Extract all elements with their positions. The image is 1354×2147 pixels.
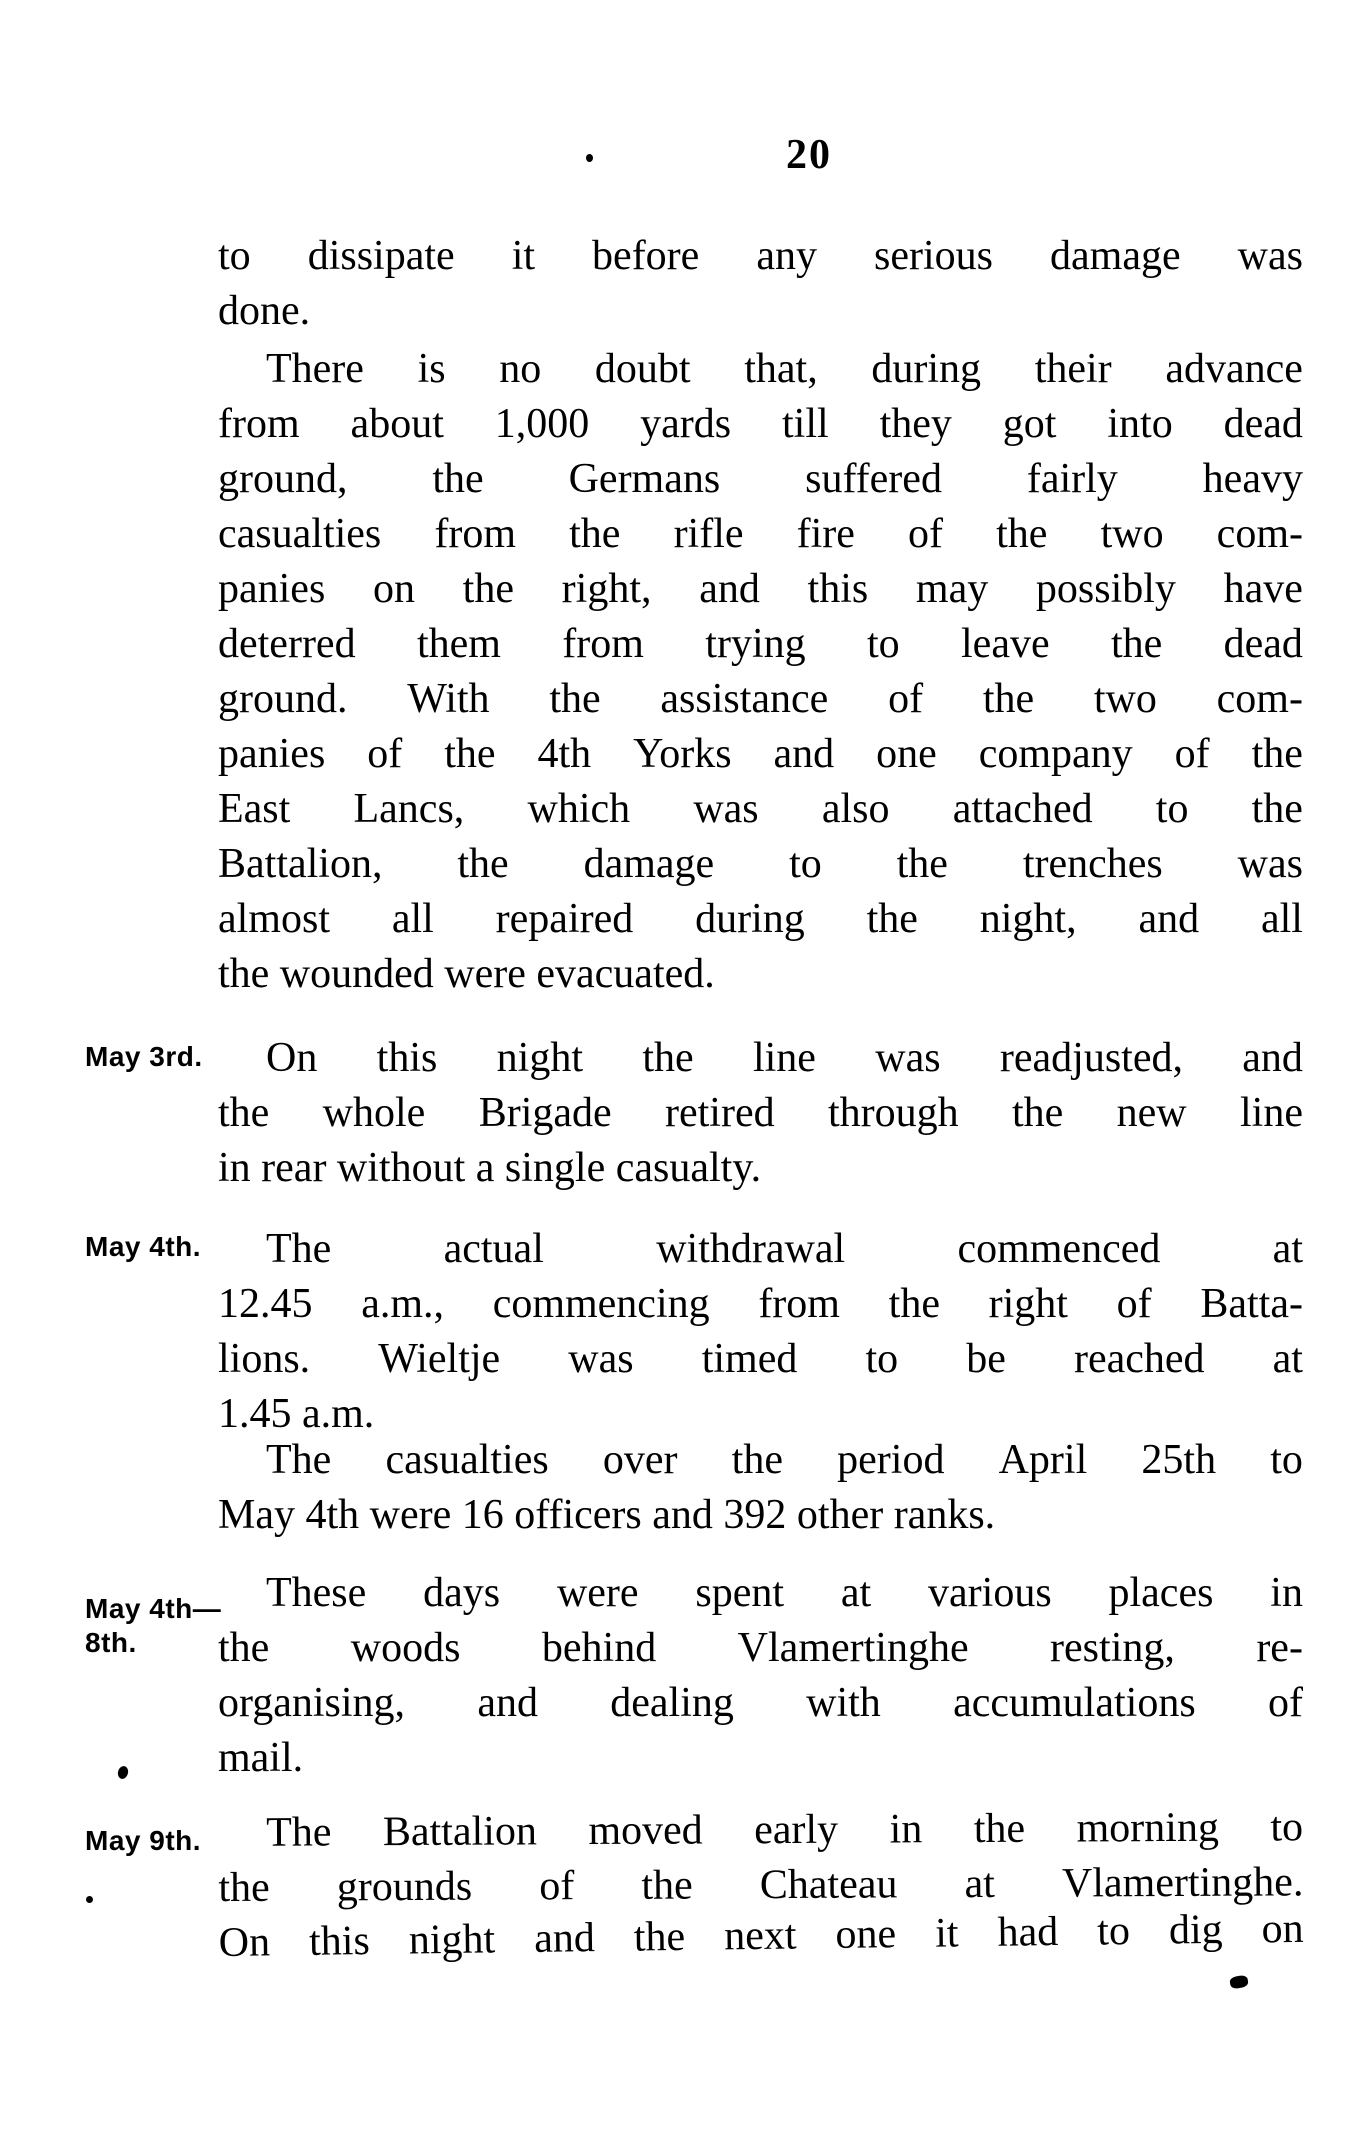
word: and — [1138, 896, 1200, 942]
word: is — [417, 346, 446, 392]
body-text-column — [218, 0, 1303, 2147]
word: them — [416, 621, 501, 667]
text-line — [218, 507, 1303, 562]
word: Vlamertinghe — [737, 1625, 969, 1671]
word: doubt — [594, 346, 691, 392]
paragraph-0 — [218, 229, 1303, 339]
word: they — [879, 401, 952, 447]
word: dissipate — [307, 233, 455, 279]
word: 4th — [537, 731, 592, 777]
word: one — [835, 1911, 897, 1958]
text-line — [218, 229, 1303, 284]
word: Lancs, — [353, 786, 465, 832]
word: two — [1100, 511, 1164, 557]
word: the — [218, 1625, 270, 1671]
word: the — [731, 1437, 783, 1483]
word: during — [871, 346, 982, 392]
word: their — [1034, 346, 1112, 392]
word: 1,000 — [494, 401, 590, 447]
word: of — [367, 731, 403, 777]
word: heavy — [1202, 456, 1303, 502]
word: the — [218, 1090, 270, 1136]
word: at — [840, 1570, 872, 1616]
word: early — [754, 1806, 839, 1854]
word: withdrawal — [656, 1226, 846, 1272]
word: com- — [1216, 511, 1303, 557]
word: Battalion, — [218, 841, 383, 887]
word: the — [633, 1913, 686, 1961]
text-line — [218, 1566, 1303, 1621]
word: the — [896, 841, 948, 887]
word: lions. — [218, 1336, 311, 1382]
word: no — [499, 346, 542, 392]
word: in — [889, 1806, 923, 1853]
word: that, — [744, 346, 818, 392]
paragraph-2 — [218, 1031, 1303, 1196]
word: woods — [350, 1625, 461, 1671]
word: reached — [1073, 1336, 1205, 1382]
word: two — [1093, 676, 1157, 722]
text-line — [218, 1621, 1303, 1676]
paragraph-5 — [218, 1566, 1303, 1786]
text-line — [218, 1086, 1303, 1141]
word: Chateau — [759, 1861, 898, 1909]
word: and — [1242, 1035, 1303, 1081]
margin-note-1 — [85, 1230, 201, 1264]
word: with — [806, 1680, 881, 1726]
word: readjusted, — [999, 1035, 1183, 1081]
word: during — [695, 896, 805, 942]
word: one — [876, 731, 937, 777]
word: till — [782, 401, 829, 447]
word: Brigade — [478, 1090, 612, 1136]
word: to — [789, 841, 822, 887]
word: serious — [874, 233, 993, 279]
word: dig — [1168, 1906, 1223, 1954]
word: and — [477, 1680, 538, 1726]
word: was — [875, 1035, 941, 1081]
word: East — [218, 786, 291, 832]
word: into — [1107, 401, 1173, 447]
word: attached — [952, 786, 1093, 832]
text-line — [218, 727, 1303, 782]
word: dealing — [610, 1680, 734, 1726]
word: grounds — [336, 1863, 473, 1911]
word: advance — [1165, 346, 1303, 392]
word: panies — [218, 731, 326, 777]
word: Germans — [568, 456, 721, 502]
word: ground, — [218, 456, 348, 502]
paragraph-3 — [218, 1222, 1303, 1442]
word: fire — [796, 511, 855, 557]
word: night — [408, 1916, 496, 1964]
word: There — [266, 346, 364, 392]
word: night, — [979, 896, 1077, 942]
word: any — [756, 233, 817, 279]
word: was — [1237, 841, 1303, 887]
text-line — [218, 1676, 1303, 1731]
word: resting, — [1050, 1625, 1175, 1671]
text-line — [218, 562, 1303, 617]
text-line: 1.45 a.m. — [218, 1391, 375, 1437]
word: and — [699, 566, 760, 612]
word: deterred — [218, 621, 356, 667]
word: through — [827, 1090, 959, 1136]
word: over — [602, 1437, 678, 1483]
word: from — [758, 1281, 840, 1327]
word: line — [1239, 1090, 1303, 1136]
word: and — [773, 731, 835, 777]
margin-note-line: May 3rd. — [85, 1041, 203, 1072]
word: was — [568, 1336, 634, 1382]
margin-note-line: May 4th. — [85, 1231, 202, 1262]
word: the — [982, 676, 1035, 722]
text-line — [218, 782, 1303, 837]
margin-note-line: May 4th— — [85, 1593, 222, 1624]
word: These — [266, 1570, 367, 1616]
word: to — [1096, 1908, 1131, 1955]
word: company — [978, 731, 1133, 777]
word: this — [308, 1918, 371, 1965]
word: re- — [1256, 1625, 1303, 1671]
word: accumulations — [953, 1680, 1196, 1726]
text-line — [218, 1277, 1303, 1332]
word: spent — [695, 1570, 785, 1616]
word: panies — [218, 566, 326, 612]
word: assistance — [660, 676, 829, 722]
word: on — [1261, 1905, 1304, 1953]
word: dead — [1223, 621, 1303, 667]
word: the — [1251, 731, 1303, 777]
word: leave — [961, 621, 1050, 667]
word: Batta- — [1200, 1281, 1303, 1327]
word: at — [1272, 1336, 1303, 1382]
word: to — [866, 621, 900, 667]
text-line: mail. — [218, 1735, 304, 1781]
word: dead — [1223, 401, 1303, 447]
margin-note-line: 8th. — [85, 1627, 137, 1658]
word: the — [1011, 1090, 1064, 1136]
word: in — [1270, 1570, 1303, 1616]
word: On — [218, 1919, 271, 1966]
margin-note-line: May 9th. — [85, 1825, 202, 1856]
text-line — [218, 1800, 1303, 1861]
word: casualties — [385, 1437, 549, 1483]
word: trying — [705, 621, 806, 667]
paragraph-4 — [218, 1433, 1303, 1543]
word: all — [391, 896, 434, 942]
word: April — [998, 1437, 1088, 1483]
word: this — [807, 566, 869, 612]
margin-note-0 — [85, 1040, 203, 1074]
word: period — [837, 1437, 945, 1483]
word: a.m., — [361, 1281, 444, 1327]
word: have — [1223, 566, 1303, 612]
word: which — [527, 786, 631, 832]
word: the — [462, 566, 514, 612]
word: to — [218, 233, 251, 279]
text-line — [218, 672, 1303, 727]
text-line: done. — [218, 288, 311, 334]
text-line — [218, 342, 1303, 397]
word: about — [350, 401, 444, 447]
word: morning — [1076, 1804, 1220, 1852]
word: was — [693, 786, 759, 832]
word: the — [641, 1862, 693, 1909]
word: from — [434, 511, 517, 557]
word: places — [1108, 1570, 1214, 1616]
word: the — [973, 1805, 1026, 1853]
text-line — [218, 617, 1303, 672]
word: of — [1174, 731, 1210, 777]
word: right, — [561, 566, 652, 612]
word: com- — [1216, 676, 1303, 722]
word: to — [1155, 786, 1189, 832]
word: may — [915, 566, 989, 612]
word: to — [1270, 1437, 1303, 1483]
word: organising, — [218, 1680, 406, 1726]
word: Yorks — [633, 731, 732, 777]
word: were — [556, 1570, 639, 1616]
word: With — [407, 676, 490, 722]
text-line: in rear without a single casualty. — [218, 1145, 762, 1191]
word: the — [866, 896, 918, 942]
word: the — [1251, 786, 1303, 832]
word: almost — [218, 896, 330, 942]
text-line — [218, 452, 1303, 507]
word: of — [539, 1863, 575, 1910]
word: from — [218, 401, 300, 447]
word: the — [457, 841, 509, 887]
word: commencing — [492, 1281, 710, 1327]
word: damage — [1050, 233, 1181, 279]
word: 12.45 — [218, 1281, 313, 1327]
text-line: May 4th were 16 officers and 392 other ranks. — [218, 1492, 996, 1538]
word: it — [511, 233, 536, 279]
word: this — [376, 1035, 438, 1081]
word: right — [988, 1281, 1068, 1327]
word: to — [1270, 1804, 1304, 1851]
margin-note-2 — [85, 1592, 221, 1660]
text-line — [218, 892, 1303, 947]
word: On — [266, 1035, 318, 1081]
word: ground. — [218, 676, 348, 722]
word: days — [423, 1570, 501, 1616]
paragraph-1 — [218, 342, 1303, 1002]
word: behind — [541, 1625, 657, 1671]
word: was — [1237, 233, 1303, 279]
text-line — [218, 1433, 1303, 1488]
word: of — [888, 676, 924, 722]
word: the — [642, 1035, 694, 1081]
word: of — [908, 511, 944, 557]
paragraph-6 — [218, 1800, 1304, 1971]
word: to — [865, 1336, 899, 1382]
text-line — [218, 1222, 1303, 1277]
word: the — [218, 1864, 270, 1911]
word: on — [372, 566, 415, 612]
word: at — [964, 1860, 995, 1908]
ink-speck-0 — [586, 154, 593, 162]
word: The — [266, 1437, 332, 1483]
word: suffered — [805, 456, 942, 502]
word: actual — [443, 1226, 544, 1272]
page-number: 20 — [786, 132, 832, 178]
ink-speck-2 — [86, 1896, 93, 1903]
text-line: the wounded were evacuated. — [218, 951, 715, 997]
word: trenches — [1022, 841, 1163, 887]
word: line — [752, 1035, 816, 1081]
word: next — [723, 1912, 797, 1960]
text-line — [218, 1031, 1303, 1086]
word: the — [444, 731, 496, 777]
word: retired — [665, 1090, 775, 1136]
word: whole — [322, 1090, 426, 1136]
text-line — [218, 397, 1303, 452]
word: various — [928, 1570, 1052, 1616]
word: before — [592, 233, 700, 279]
word: of — [1116, 1281, 1152, 1327]
word: yards — [640, 401, 732, 447]
word: damage — [583, 841, 715, 887]
word: possibly — [1035, 566, 1176, 612]
word: all — [1260, 896, 1303, 942]
word: Wieltje — [378, 1336, 501, 1382]
word: Vlamertinghe. — [1061, 1859, 1304, 1907]
margin-note-3 — [85, 1824, 201, 1858]
word: the — [996, 511, 1048, 557]
text-line — [218, 837, 1303, 892]
word: Battalion — [382, 1808, 538, 1856]
word: fairly — [1026, 456, 1118, 502]
word: had — [997, 1909, 1059, 1956]
word: rifle — [673, 511, 744, 557]
word: the — [432, 456, 484, 502]
word: 25th — [1141, 1437, 1217, 1483]
word: the — [1110, 621, 1163, 667]
word: the — [569, 511, 621, 557]
word: the — [549, 676, 601, 722]
word: new — [1116, 1090, 1187, 1136]
word: the — [888, 1281, 940, 1327]
word: it — [934, 1910, 959, 1957]
word: from — [562, 621, 644, 667]
word: and — [533, 1915, 596, 1962]
word: commenced — [957, 1226, 1161, 1272]
word: casualties — [218, 511, 382, 557]
word: The — [266, 1226, 332, 1272]
word: moved — [588, 1807, 703, 1855]
word: timed — [701, 1336, 798, 1382]
word: be — [966, 1336, 1006, 1382]
word: of — [1267, 1680, 1303, 1726]
word: The — [266, 1809, 332, 1856]
word: got — [1002, 401, 1057, 447]
text-line — [218, 1332, 1303, 1387]
word: repaired — [495, 896, 634, 942]
word: night — [496, 1035, 583, 1081]
word: at — [1272, 1226, 1303, 1272]
word: also — [821, 786, 890, 832]
